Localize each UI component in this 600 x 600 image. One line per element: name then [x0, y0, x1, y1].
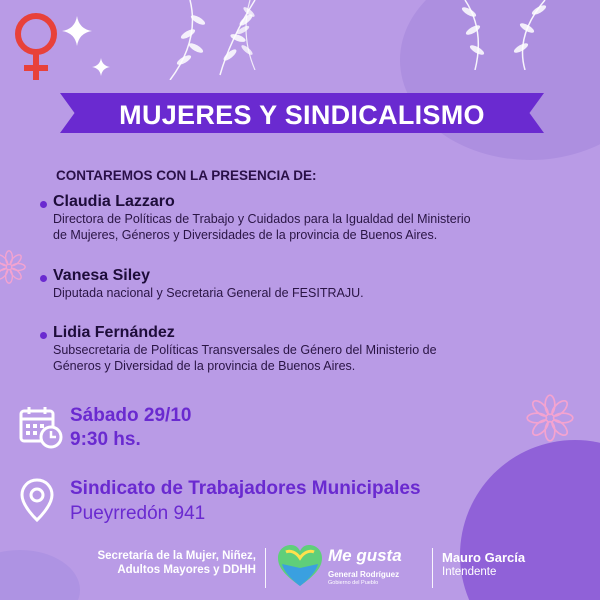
speaker-item: [40, 324, 553, 374]
bullet-dot: [40, 332, 47, 339]
speaker-description: [53, 285, 553, 301]
speaker-description-line: Subsecretaria de Políticas Transversales de Género del Ministerio de: [53, 343, 437, 357]
bullet-dot: [40, 275, 47, 282]
speaker-item: [40, 193, 553, 243]
footer-divider: [265, 548, 266, 588]
mayor-role: Intendente: [442, 566, 497, 578]
mayor-name: Mauro García: [442, 550, 526, 565]
flower-icon: [526, 394, 574, 442]
flower-icon: [0, 250, 26, 284]
leaf-decoration: [455, 0, 565, 70]
event-time: 9:30 hs.: [70, 429, 141, 450]
speaker-item: [40, 267, 553, 301]
speaker-name: Lidia Fernández: [53, 324, 175, 341]
event-venue: Sindicato de Trabajadores Municipales: [70, 478, 421, 499]
logo-tagline: Gobierno del Pueblo: [328, 580, 379, 586]
title-banner: [60, 90, 544, 136]
sparkle-icon: [62, 16, 92, 46]
speaker-description-line: Directora de Políticas de Trabajo y Cuidados para la Igualdad del Ministerio: [53, 212, 471, 226]
footer-secretariat: [40, 549, 256, 577]
location-pin-icon: [20, 478, 54, 522]
venus-icon: [6, 6, 70, 84]
event-address: Pueyrredón 941: [70, 503, 206, 524]
footer-secretariat-line: Adultos Mayores y DDHH: [117, 564, 256, 576]
intro-heading: CONTAREMOS CON LA PRESENCIA DE:: [56, 168, 317, 183]
logo-municipality: General Rodríguez: [328, 570, 400, 579]
speaker-description-line: Diputada nacional y Secretaria General de FESITRAJU.: [53, 286, 364, 300]
speaker-description-line: de Mujeres, Géneros y Diversidades de la provincia de Buenos Aires.: [53, 228, 438, 242]
event-date: Sábado 29/10: [70, 405, 192, 426]
sparkle-icon: [92, 58, 110, 76]
bullet-dot: [40, 201, 47, 208]
speaker-description-line: Géneros y Diversidad de la provincia de Buenos Aires.: [53, 359, 356, 373]
logo-wordmark: Me gusta: [328, 546, 402, 565]
page-title: MUJERES Y SINDICALISMO: [119, 100, 485, 130]
speaker-name: Claudia Lazzaro: [53, 193, 175, 210]
calendar-icon: [18, 404, 64, 450]
footer-secretariat-line: Secretaría de la Mujer, Niñez,: [97, 550, 256, 562]
speaker-description: [53, 342, 553, 374]
leaf-decoration: [205, 0, 265, 70]
footer-divider: [432, 548, 433, 588]
speaker-name: Vanesa Siley: [53, 267, 150, 284]
heart-logo-icon: [276, 542, 324, 590]
speaker-description: [53, 211, 553, 243]
